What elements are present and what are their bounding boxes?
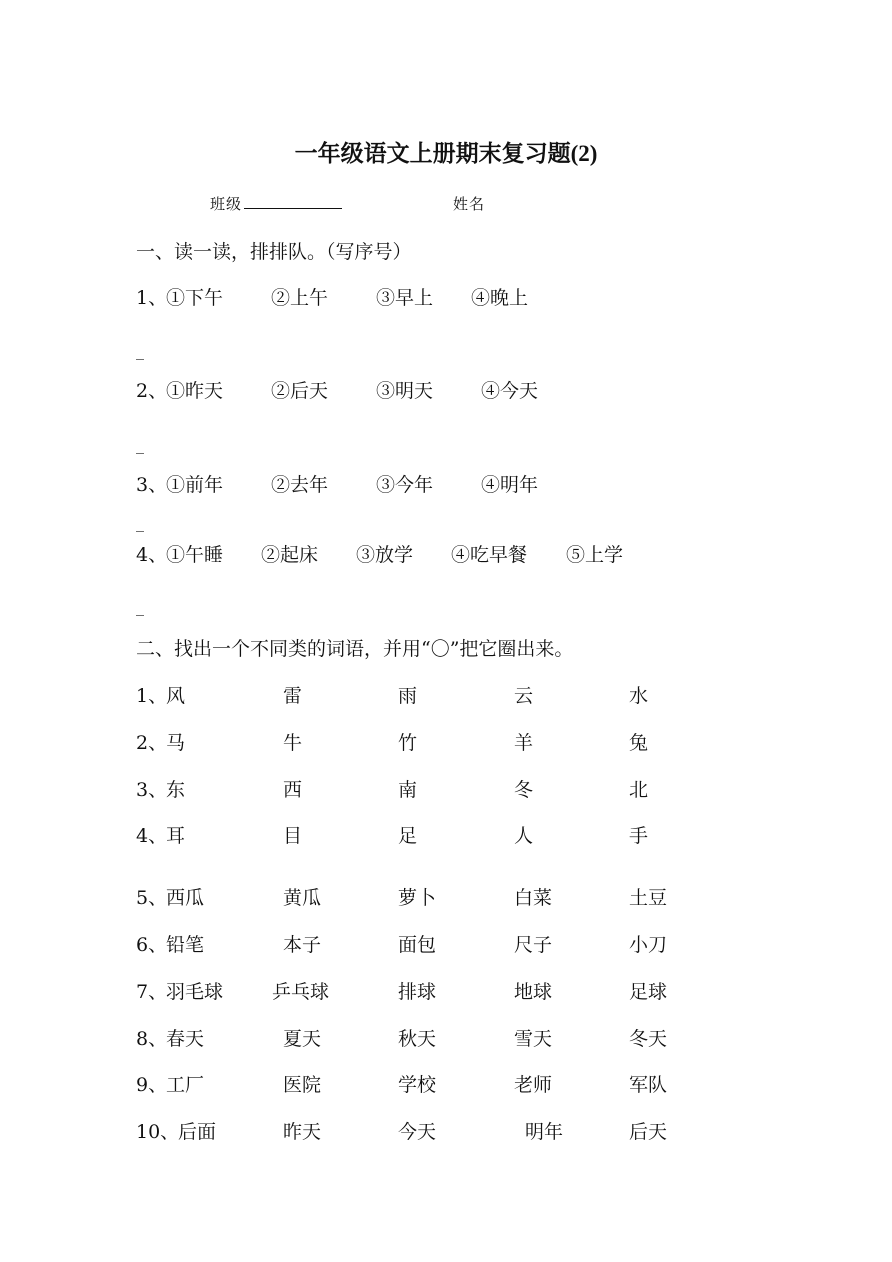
answer-mark: _ — [136, 341, 144, 360]
word-item: 雷 — [283, 685, 303, 707]
word-item: 南 — [398, 779, 418, 801]
word-item: 冬 — [514, 779, 534, 801]
row-number: 10、 — [136, 1121, 180, 1143]
row-number: 2、 — [136, 732, 168, 754]
word-item: 雨 — [398, 685, 418, 707]
sequence-item: ②上午 — [271, 287, 329, 309]
word-item: 手 — [629, 825, 649, 847]
word-item: 排球 — [398, 981, 437, 1003]
word-item: 白菜 — [514, 887, 553, 909]
class-label: 班级 — [210, 195, 243, 213]
sequence-item: ③明天 — [376, 380, 434, 402]
word-item: 风 — [166, 685, 186, 707]
word-item: 黄瓜 — [283, 887, 322, 909]
word-item: 云 — [514, 685, 534, 707]
word-item: 后面 — [178, 1121, 217, 1143]
row-number: 8、 — [136, 1028, 168, 1050]
row-number: 5、 — [136, 887, 168, 909]
word-item: 羽毛球 — [166, 981, 224, 1003]
class-blank-line — [244, 194, 342, 209]
row-number: 3、 — [136, 779, 168, 801]
word-item: 东 — [166, 779, 186, 801]
word-item: 土豆 — [629, 887, 668, 909]
sequence-item: ③今年 — [376, 474, 434, 496]
word-item: 地球 — [514, 981, 553, 1003]
sequence-item: ⑤上学 — [566, 544, 624, 566]
answer-mark: _ — [136, 513, 144, 532]
name-label: 姓名 — [453, 195, 486, 213]
word-item: 北 — [629, 779, 649, 801]
word-item: 水 — [629, 685, 649, 707]
word-item: 夏天 — [283, 1028, 322, 1050]
sequence-item: ①昨天 — [166, 380, 224, 402]
sequence-item: ④今天 — [481, 380, 539, 402]
word-item: 明年 — [525, 1121, 564, 1143]
word-item: 昨天 — [283, 1121, 322, 1143]
word-item: 雪天 — [514, 1028, 553, 1050]
word-item: 人 — [514, 825, 534, 847]
word-item: 西瓜 — [166, 887, 205, 909]
section-1-heading: 一、读一读，排排队。（写序号） — [136, 241, 412, 263]
word-item: 春天 — [166, 1028, 205, 1050]
word-item: 工厂 — [166, 1074, 205, 1096]
word-item: 西 — [283, 779, 303, 801]
row-number: 2、 — [136, 380, 168, 402]
sequence-item: ③早上 — [376, 287, 434, 309]
word-item: 兔 — [629, 732, 649, 754]
word-item: 马 — [166, 732, 186, 754]
sequence-item: ④晚上 — [471, 287, 529, 309]
word-item: 本子 — [283, 934, 322, 956]
row-number: 3、 — [136, 474, 168, 496]
word-item: 面包 — [398, 934, 437, 956]
word-item: 尺子 — [514, 934, 553, 956]
word-item: 目 — [283, 825, 303, 847]
word-item: 乒乓球 — [272, 981, 330, 1003]
row-number: 9、 — [136, 1074, 168, 1096]
sequence-item: ①午睡 — [166, 544, 224, 566]
sequence-item: ③放学 — [356, 544, 414, 566]
sequence-item: ②去年 — [271, 474, 329, 496]
row-number: 1、 — [136, 685, 168, 707]
row-number: 7、 — [136, 981, 168, 1003]
word-item: 老师 — [514, 1074, 553, 1096]
word-item: 萝卜 — [398, 887, 437, 909]
sequence-item: ②后天 — [271, 380, 329, 402]
word-item: 今天 — [398, 1121, 437, 1143]
answer-mark: _ — [136, 435, 144, 454]
word-item: 学校 — [398, 1074, 437, 1096]
word-item: 竹 — [398, 732, 418, 754]
word-item: 铅笔 — [166, 934, 205, 956]
class-field — [210, 194, 342, 214]
name-field — [453, 194, 485, 214]
row-number: 1、 — [136, 287, 168, 309]
row-number: 4、 — [136, 544, 168, 566]
page-title: 一年级语文上册期末复习题(2) — [294, 141, 598, 166]
word-item: 足球 — [629, 981, 668, 1003]
word-item: 牛 — [283, 732, 303, 754]
sequence-item: ①下午 — [166, 287, 224, 309]
word-item: 后天 — [629, 1121, 668, 1143]
word-item: 冬天 — [629, 1028, 668, 1050]
sequence-item: ②起床 — [261, 544, 319, 566]
word-item: 耳 — [166, 825, 186, 847]
row-number: 6、 — [136, 934, 168, 956]
row-number: 4、 — [136, 825, 168, 847]
word-item: 足 — [398, 825, 418, 847]
sequence-item: ④明年 — [481, 474, 539, 496]
word-item: 小刀 — [629, 934, 668, 956]
word-item: 羊 — [514, 732, 534, 754]
word-item: 医院 — [283, 1074, 322, 1096]
answer-mark: _ — [136, 597, 144, 616]
word-item: 秋天 — [398, 1028, 437, 1050]
section-2-heading: 二、找出一个不同类的词语，并用“〇”把它圈出来。 — [136, 638, 574, 660]
sequence-item: ①前年 — [166, 474, 224, 496]
word-item: 军队 — [629, 1074, 668, 1096]
sequence-item: ④吃早餐 — [451, 544, 528, 566]
